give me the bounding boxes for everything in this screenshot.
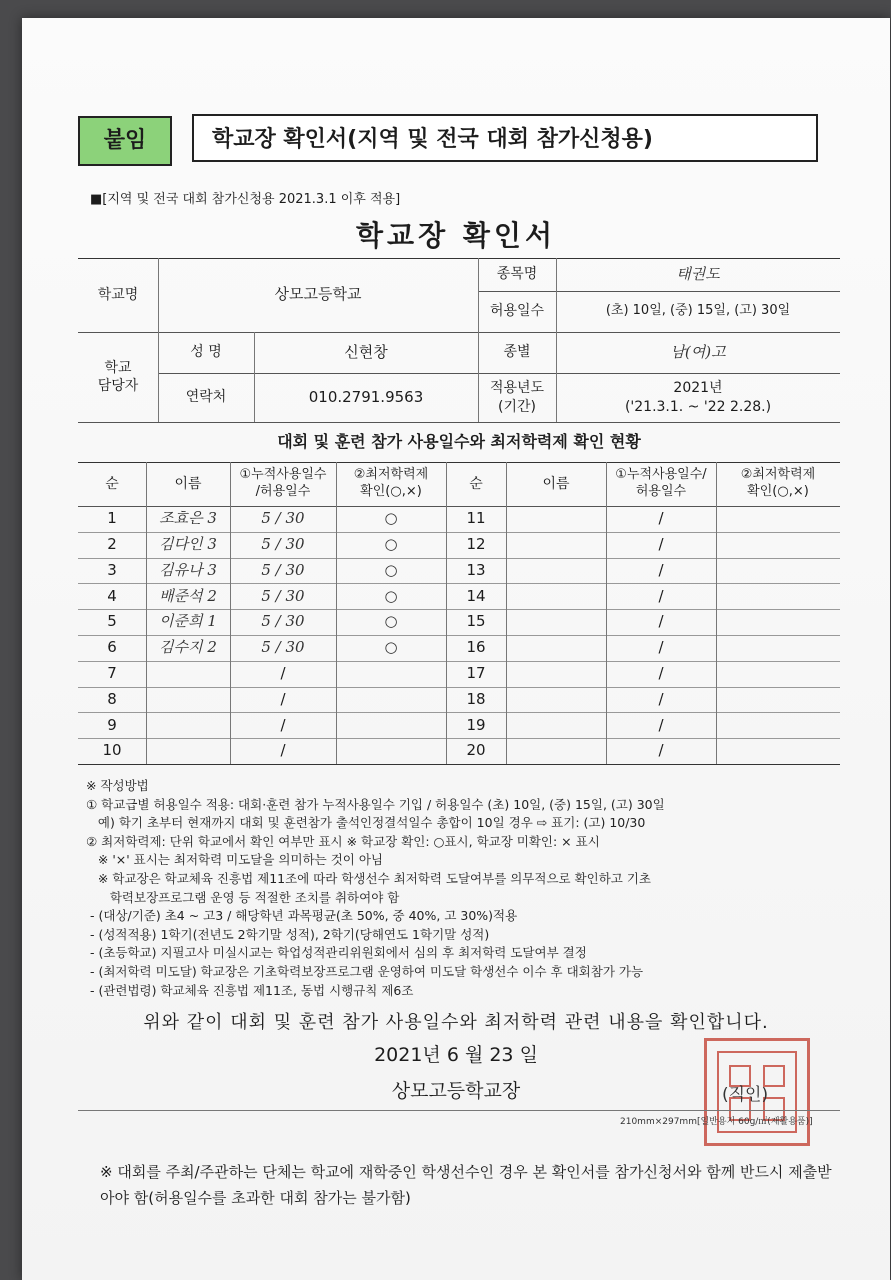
instruction-line: ※ 작성방법: [86, 778, 149, 793]
table-cell-check2: [716, 506, 840, 532]
instruction-line: ① 학교급별 허용일수 적용: 대회·훈련 참가 누적사용일수 기입 / 허용일수 (초) 10일, (중) 15일, (고) 30일: [86, 796, 665, 812]
table-cell-check2: [716, 609, 840, 635]
manager-name-value: 신현창: [344, 342, 388, 361]
table-cell-no: 10: [102, 741, 122, 760]
year-value: 2021년 ('21.3.1. ~ '22 2.28.): [624, 380, 772, 415]
table-cell-no2: 19: [466, 715, 486, 734]
instruction-line: 학력보장프로그램 운영 등 적절한 조치를 취하여야 함: [86, 889, 400, 905]
table-cell-name: [146, 712, 230, 738]
table-cell-name: [146, 661, 230, 687]
principal-name: 상모고등학교장: [391, 1080, 521, 1102]
table-cell-check: [336, 687, 446, 713]
type-value: 남(여)고: [670, 342, 726, 361]
table-cell-no: 6: [107, 638, 117, 657]
table-cell-check: [336, 738, 446, 764]
sport-value: 태권도: [676, 264, 720, 283]
table-cell-check2: [716, 738, 840, 764]
table-cell-no2: 13: [466, 560, 486, 579]
allowed-days-value: (초) 10일, (중) 15일, (고) 30일: [605, 303, 791, 319]
contact-value: 010.2791.9563: [308, 387, 424, 406]
table-cell-name: 김수지 2: [159, 638, 217, 657]
table-cell-days: /: [280, 689, 286, 708]
table-cell-name2: [506, 558, 606, 584]
header-no-2: 순: [469, 475, 483, 492]
table-cell-name: 조효은 3: [159, 509, 217, 528]
table-cell-days2: /: [658, 560, 664, 579]
instruction-line: - (최저학력 미도달) 학교장은 기초학력보장프로그램 운영하여 미도달 학생선수 이수 후 대회참가 가능: [86, 964, 644, 979]
table-cell-name: [146, 738, 230, 764]
table-cell-check2: [716, 558, 840, 584]
form-title: 학교장 확인서: [355, 219, 557, 252]
table-cell-check: [336, 712, 446, 738]
table-cell-no: 8: [107, 689, 117, 708]
table-cell-days: /: [280, 663, 286, 682]
table-cell-name: [146, 687, 230, 713]
table-cell-days2: /: [658, 534, 664, 553]
allowed-days-label: 허용일수: [489, 303, 545, 320]
table-cell-name: 김다인 3: [159, 534, 217, 553]
table-cell-check: ○: [384, 560, 398, 579]
sport-label: 종목명: [496, 266, 538, 283]
table-cell-days2: /: [658, 586, 664, 605]
confirmation-statement: 위와 같이 대회 및 훈련 참가 사용일수와 최저학력 관련 내용을 확인합니다.: [143, 1012, 769, 1033]
table-cell-check2: [716, 661, 840, 687]
top-note: ■[지역 및 전국 대회 참가신청용 2021.3.1 이후 적용]: [90, 192, 401, 207]
table-cell-check: ○: [384, 586, 398, 605]
contact-label: 연락처: [185, 389, 227, 406]
table-cell-days: 5 / 30: [261, 509, 305, 528]
table-cell-name2: [506, 532, 606, 558]
table-cell-no2: 12: [466, 534, 486, 553]
header-check-2: ②최저학력제 확인(○,×): [740, 467, 816, 499]
table-cell-days2: /: [658, 689, 664, 708]
table-cell-no2: 18: [466, 689, 486, 708]
header-days-2: ①누적사용일수/ 허용일수: [615, 467, 707, 499]
table-cell-days: /: [280, 741, 286, 760]
table-cell-no2: 17: [466, 663, 486, 682]
table-cell-name2: [506, 738, 606, 764]
instruction-line: - (대상/기준) 초4 ~ 고3 / 해당학년 과목평균(초 50%, 중 40%, 고 30%)적용: [86, 908, 518, 924]
table-cell-no: 7: [107, 663, 117, 682]
table-cell-no: 2: [107, 534, 117, 553]
table-cell-days2: /: [658, 663, 664, 682]
table-cell-days2: /: [658, 715, 664, 734]
table-cell-days2: /: [658, 509, 664, 528]
table-cell-no: 9: [107, 715, 117, 734]
school-value: 상모고등학교: [274, 285, 362, 304]
header-name: 이름: [174, 475, 202, 492]
instruction-line: - (관련법령) 학교체육 진흥법 제11조, 동법 시행규칙 제6조: [86, 982, 414, 998]
seal-label: (직인): [722, 1085, 769, 1105]
instruction-line: ② 최저학력제: 단위 학교에서 확인 여부만 표시 ※ 학교장 확인: ○표시, 학교장 미확인: × 표시: [86, 833, 600, 849]
section-title: 대회 및 훈련 참가 사용일수와 최저학력제 확인 현황: [277, 431, 641, 451]
instruction-line: - (성적적용) 1학기(전년도 2학기말 성적), 2학기(당해연도 1학기말 성적): [86, 926, 490, 942]
table-cell-name: 이준희 1: [159, 612, 217, 631]
table-cell-no: 3: [107, 560, 117, 579]
table-cell-days2: /: [658, 638, 664, 657]
header-title: 학교장 확인서(지역 및 전국 대회 참가신청용): [192, 114, 818, 162]
name-label: 성 명: [190, 344, 222, 361]
table-cell-name2: [506, 506, 606, 532]
table-cell-name2: [506, 583, 606, 609]
table-cell-name2: [506, 661, 606, 687]
table-cell-check2: [716, 635, 840, 661]
table-cell-days2: /: [658, 741, 664, 760]
year-label: 적용년도 (기간): [489, 380, 545, 415]
type-label: 종별: [503, 344, 531, 361]
header-no: 순: [105, 475, 119, 492]
table-cell-days2: /: [658, 612, 664, 631]
table-cell-no: 1: [107, 509, 117, 528]
table-cell-check: ○: [384, 534, 398, 553]
table-cell-name2: [506, 635, 606, 661]
table-cell-days: 5 / 30: [261, 612, 305, 631]
instruction-line: ※ 학교장은 학교체육 진흥법 제11조에 따라 학생선수 최저학력 도달여부를 의무적으로 확인하고 기초: [86, 871, 652, 886]
table-cell-check2: [716, 712, 840, 738]
table-cell-no: 5: [107, 612, 117, 631]
header-name-2: 이름: [542, 475, 570, 492]
table-cell-days: 5 / 30: [261, 560, 305, 579]
header-check: ②최저학력제 확인(○,×): [353, 467, 429, 499]
school-label: 학교명: [97, 286, 139, 303]
table-cell-check2: [716, 583, 840, 609]
table-cell-check2: [716, 532, 840, 558]
table-cell-no2: 16: [466, 638, 486, 657]
table-cell-days: 5 / 30: [261, 534, 305, 553]
paper-size-note: 210mm×297mm[일반용지 60g/㎡(재활용품)]: [620, 1117, 813, 1127]
table-cell-name: 김유나 3: [159, 560, 217, 579]
table-cell-name2: [506, 609, 606, 635]
table-cell-no2: 20: [466, 741, 486, 760]
table-cell-check: [336, 661, 446, 687]
document-sheet: [22, 18, 890, 1280]
manager-label: 학교 담당자: [97, 359, 139, 394]
table-cell-name2: [506, 712, 606, 738]
submission-footnote: ※ 대회를 주최/주관하는 단체는 학교에 재학중인 학생선수인 경우 본 확인서를 참가신청서와 함께 반드시 제출받아야 함(허용일수를 초과한 대회 참가는 불가함): [100, 1163, 832, 1207]
table-cell-days: 5 / 30: [261, 638, 305, 657]
header-days: ①누적사용일수 /허용일수: [239, 467, 327, 499]
instruction-line: - (초등학교) 지필고사 미실시교는 학업성적관리위원회에서 심의 후 최저학력 도달여부 결정: [86, 945, 587, 961]
table-cell-days: /: [280, 715, 286, 734]
table-cell-days: 5 / 30: [261, 586, 305, 605]
table-cell-check: ○: [384, 612, 398, 631]
table-cell-no2: 14: [466, 586, 486, 605]
table-cell-check: ○: [384, 509, 398, 528]
table-cell-check2: [716, 687, 840, 713]
date-line: 2021년 6 월 23 일: [374, 1044, 538, 1066]
table-cell-no2: 11: [466, 509, 486, 528]
table-cell-check: ○: [384, 638, 398, 657]
table-cell-no: 4: [107, 586, 117, 605]
instruction-line: ※ '×' 표시는 최저학력 미도달을 의미하는 것이 아님: [86, 852, 383, 868]
table-cell-name: 배준석 2: [159, 586, 217, 605]
table-cell-name2: [506, 687, 606, 713]
attachment-tag: 붙임: [78, 116, 172, 166]
table-cell-no2: 15: [466, 612, 486, 631]
instruction-line: 예) 학기 초부터 현재까지 대회 및 훈련참가 출석인정결석일수 총합이 10일 경우 ⇨ 표기: (고) 10/30: [86, 815, 646, 831]
